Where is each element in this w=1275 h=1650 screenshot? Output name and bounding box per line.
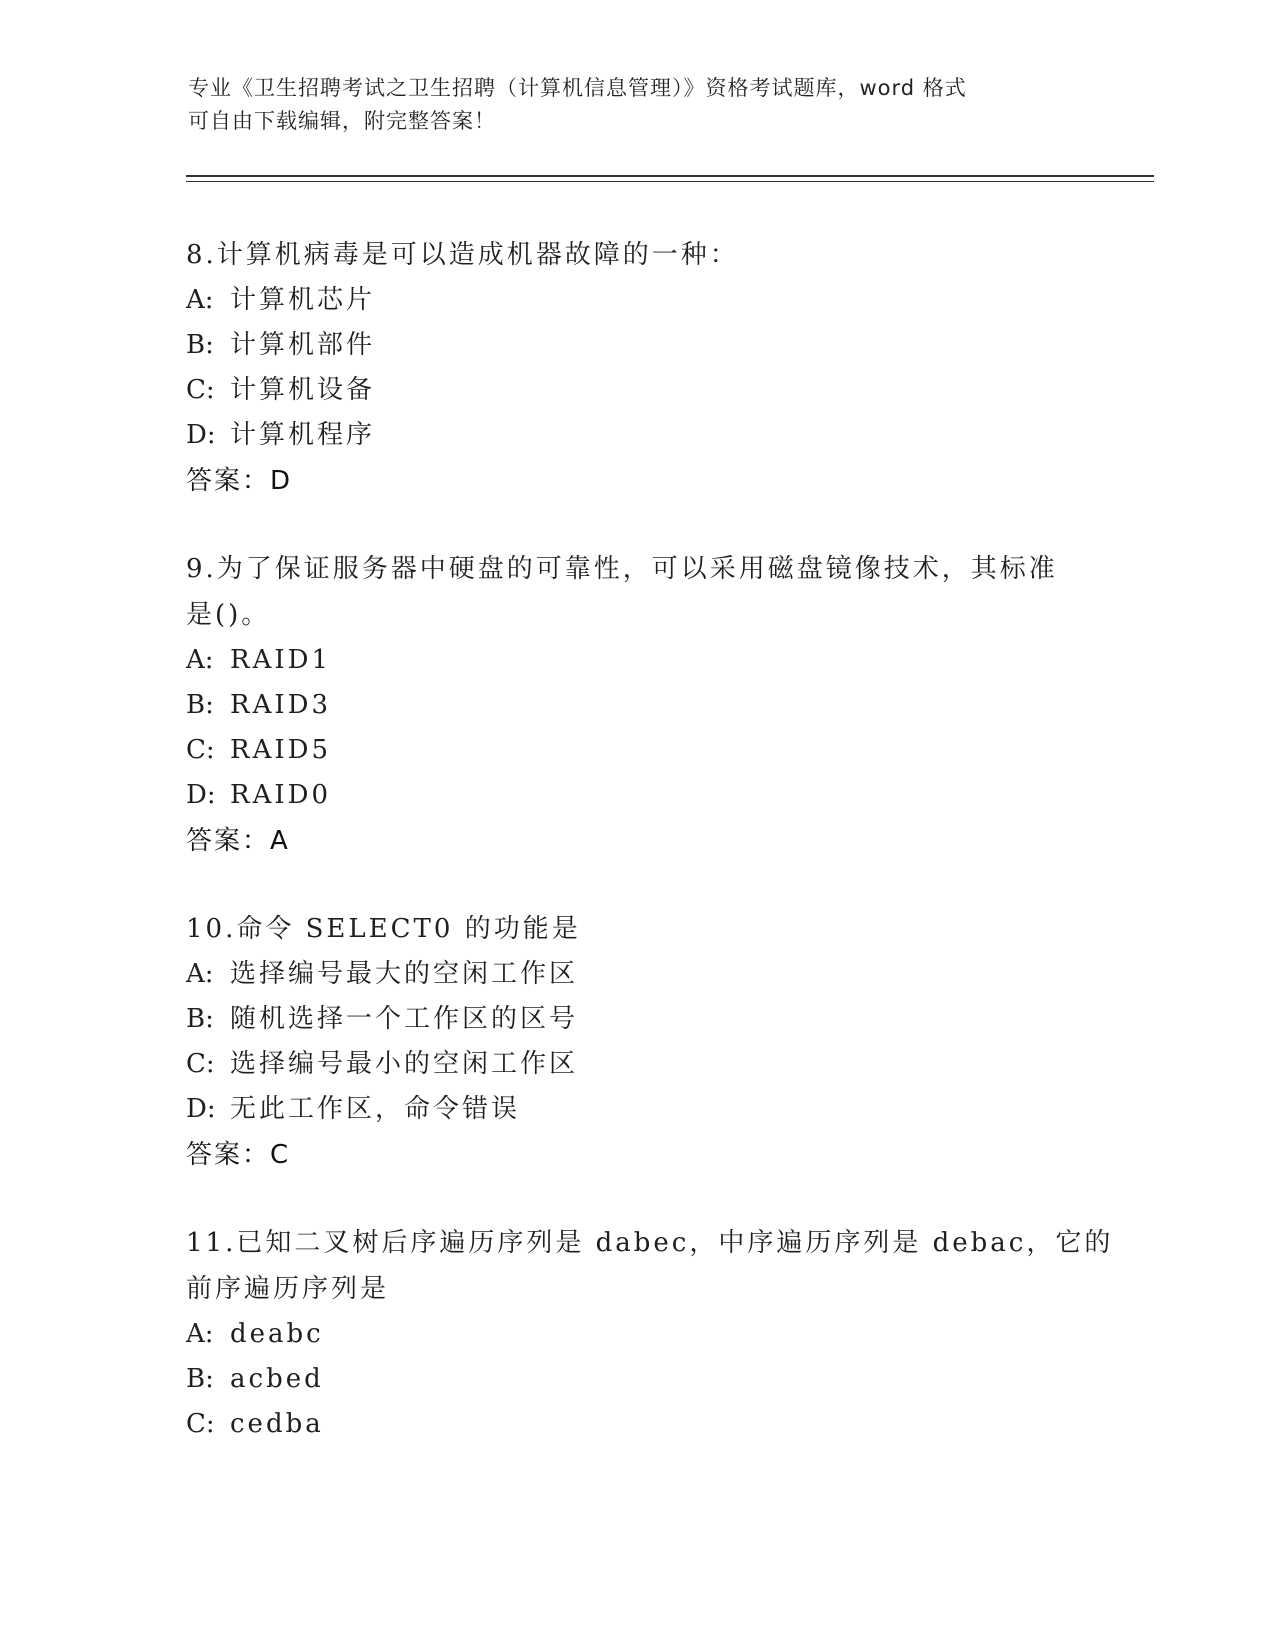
option-text: deabc bbox=[230, 1319, 324, 1349]
option-text: 随机选择一个工作区的区号 bbox=[230, 1004, 579, 1034]
option-text: RAID5 bbox=[230, 735, 332, 765]
option-c bbox=[186, 1402, 1066, 1447]
option-d bbox=[186, 413, 1066, 458]
header-divider-thin bbox=[186, 181, 1154, 182]
option-b bbox=[186, 323, 1066, 368]
header-line-1: 专业《卫生招聘考试之卫生招聘（计算机信息管理）》资格考试题库，word 格式 bbox=[188, 76, 967, 100]
option-letter: A: bbox=[186, 1319, 214, 1349]
question-stem-continued: 是()。 bbox=[186, 600, 271, 630]
option-letter: A: bbox=[186, 285, 214, 315]
option-letter: B: bbox=[186, 1004, 214, 1034]
option-letter: C: bbox=[186, 1409, 215, 1439]
option-text: 计算机部件 bbox=[230, 330, 376, 360]
option-letter: B: bbox=[186, 330, 214, 360]
option-text: RAID3 bbox=[230, 690, 332, 720]
question-list bbox=[186, 232, 1114, 1489]
answer-line: 答案：D bbox=[186, 466, 293, 496]
question-10 bbox=[186, 906, 1066, 1178]
option-c bbox=[186, 1042, 1066, 1087]
option-c bbox=[186, 728, 1066, 773]
option-text: 计算机设备 bbox=[230, 375, 376, 405]
option-text: 无此工作区，命令错误 bbox=[230, 1094, 521, 1124]
option-text: 选择编号最大的空闲工作区 bbox=[230, 959, 579, 989]
question-stem: 8.计算机病毒是可以造成机器故障的一种： bbox=[186, 240, 739, 270]
option-letter: D: bbox=[186, 780, 216, 810]
option-text: 计算机程序 bbox=[230, 420, 376, 450]
option-b bbox=[186, 997, 1066, 1042]
option-letter: D: bbox=[186, 420, 216, 450]
question-stem: 10.命令 SELECT0 的功能是 bbox=[186, 914, 581, 944]
option-b bbox=[186, 683, 1066, 728]
option-letter: A: bbox=[186, 959, 214, 989]
option-text: 计算机芯片 bbox=[230, 285, 376, 315]
option-letter: A: bbox=[186, 645, 214, 675]
option-text: cedba bbox=[230, 1409, 324, 1439]
option-text: RAID1 bbox=[230, 645, 332, 675]
question-stem: 9.为了保证服务器中硬盘的可靠性，可以采用磁盘镜像技术，其标准 bbox=[186, 554, 1058, 584]
option-text: acbed bbox=[230, 1364, 324, 1394]
option-letter: B: bbox=[186, 690, 214, 720]
option-a bbox=[186, 278, 1066, 323]
question-8 bbox=[186, 232, 1066, 504]
option-letter: D: bbox=[186, 1094, 216, 1124]
option-letter: B: bbox=[186, 1364, 214, 1394]
option-letter: C: bbox=[186, 1049, 215, 1079]
option-letter: C: bbox=[186, 735, 215, 765]
header-line-2: 可自由下载编辑，附完整答案！ bbox=[188, 109, 496, 133]
option-c bbox=[186, 368, 1066, 413]
option-a bbox=[186, 1312, 1066, 1357]
option-a bbox=[186, 638, 1066, 683]
option-b bbox=[186, 1357, 1066, 1402]
option-text: RAID0 bbox=[230, 780, 332, 810]
option-a bbox=[186, 952, 1066, 997]
option-d bbox=[186, 773, 1066, 818]
option-text: 选择编号最小的空闲工作区 bbox=[230, 1049, 579, 1079]
question-stem: 11.已知二叉树后序遍历序列是 dabec，中序遍历序列是 debac，它的 bbox=[186, 1228, 1114, 1258]
question-9 bbox=[186, 546, 1066, 864]
header-divider-thick bbox=[186, 175, 1154, 177]
question-11 bbox=[186, 1220, 1114, 1447]
answer-line: 答案：C bbox=[186, 1140, 291, 1170]
option-letter: C: bbox=[186, 375, 215, 405]
answer-line: 答案：A bbox=[186, 826, 290, 856]
document-header bbox=[188, 72, 1068, 138]
question-stem-continued: 前序遍历序列是 bbox=[186, 1274, 390, 1304]
option-d bbox=[186, 1087, 1066, 1132]
